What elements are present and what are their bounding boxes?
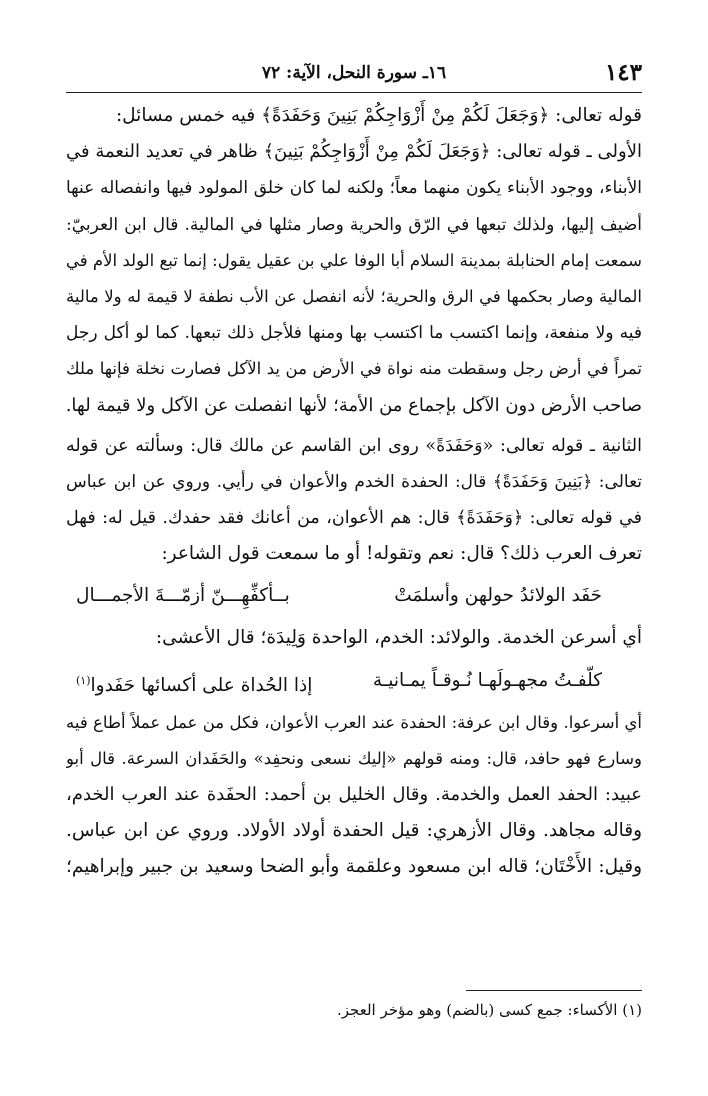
text-line: وسارع فهو حافد، قال: ومنه قولهم «إليك نسعى ونحفِد» والحَفَدان السرعة. قال أبو: [66, 748, 642, 768]
text-line: الأولى ـ قوله تعالى: ﴿وَجَعَلَ لَكُمْ مِنْ أَزْوَاجِكُمْ بَنِينَ﴾ ظاهر في تعديد النعمة في: [66, 141, 642, 163]
text-line: عبيد: الحفد العمل والخدمة. وقال الخليل بن أحمد: الحفَدة عند العرب الخدم،: [66, 784, 642, 805]
verse-second-hemistich-text: إذا الحُداة على أكسائها حَفَدوا: [90, 674, 313, 696]
poetry-verse: [66, 657, 642, 705]
text-line: سمعت إمام الحنابلة بمدينة السلام أبا الوفا علي بن عقيل يقول: إنما تبع الولد الأم في: [66, 250, 642, 270]
text-line: تمراً في أرض رجل وسقطت منه نواة في الأرض من يد الآكل فصارت نخلة فإنها ملك: [66, 359, 642, 379]
text-line: المالية وصار بحكمها في الرق والحرية؛ لأنه انفصل عن الأب نطفة لا قيمة له ولا مالية: [66, 286, 642, 306]
body-text: [66, 98, 642, 886]
running-title: ١٦ـ سورة النحل، الآية: ٧٢: [261, 63, 447, 83]
text-line: أضيف إليها، ولذلك تبعها في الرّق والحرية وصار مثلها في المالية. قال ابن العربيّ:: [66, 214, 642, 235]
page-number: ١٤٣: [604, 59, 642, 86]
header-rule: [66, 92, 642, 93]
text-line: صاحب الأرض دون الآكل بإجماع من الأمة؛ لأنها انفصلت عن الآكل ولا قيمة لها.: [66, 394, 642, 416]
text-line: قوله تعالى: ﴿وَجَعَلَ لَكُمْ مِنْ أَزْوَاجِكُمْ بَنِينَ وَحَفَدَةً﴾ فيه خمس مسائل:: [115, 105, 642, 126]
verse-first-hemistich: حَفَد الولائدُ حولهن وأسلمَتْ: [394, 585, 602, 607]
text-line: أي أسرعوا. وقال ابن عرفة: الحفدة عند العرب الأعوان، فكل من عمل عملاً أطاع فيه: [66, 712, 642, 732]
verse-second-hemistich: [76, 657, 312, 710]
text-line: الأبناء، ووجود الأبناء يكون منهما معاً؛ ولكنه لما كان خلق المولود فيها وانفصاله عنها: [66, 178, 642, 199]
text-line: وقاله مجاهد. وقال الأزهري: قيل الحفدة أولاد الأولاد. وروي عن ابن عباس.: [66, 820, 642, 842]
footnote-marker: (١): [76, 673, 91, 687]
verse-first-hemistich: كلّفـتُ مجهـولَهـا نُـوقـاً يمـانيـة: [372, 669, 602, 691]
footnote-rule: [466, 990, 642, 991]
text-line: في قوله تعالى: ﴿وَحَفَدَةً﴾ قال: هم الأعوان، من أعانك فقد حفدك. قيل له: فهل: [66, 508, 642, 529]
text-line: فيه ولا منفعة، وإنما اكتسب ما اكتسب بها ومنها فلأجل ذلك تبعها. كما لو أكل رجل: [66, 323, 642, 344]
verse-second-hemistich: بــأكفِّهِـــنّ أزمّـــةَ الأجمـــال: [76, 585, 290, 607]
text-line: الثانية ـ قوله تعالى: «وَحَفَدَةً» روى ابن القاسم عن مالك قال: وسألته عن قوله: [66, 435, 642, 456]
text-line: أي أسرعن الخدمة. والولائد: الخدم، الواحدة وَلِيدَة؛ قال الأعشى:: [155, 627, 642, 649]
text-line: تعرف العرب ذلك؟ قال: نعم وتقوله! أو ما سمعت قول الشاعر:: [161, 543, 642, 565]
text-line: وقيل: الأَخْتَان؛ قاله ابن مسعود وعلقمة وأبو الضحا وسعيد بن جبير وإبراهيم؛: [66, 856, 642, 878]
poetry-verse: [66, 572, 642, 620]
footnote: (١) الأكساء: جمع كسى (بالضم) وهو مؤخر العجز.: [337, 1001, 642, 1019]
page-header: [66, 58, 642, 92]
text-line: تعالى: ﴿بَنِينَ وَحَفَدَةً﴾ قال: الحفدة الخدم والأعوان في رأيي. وروي عن ابن عباس: [66, 471, 642, 492]
